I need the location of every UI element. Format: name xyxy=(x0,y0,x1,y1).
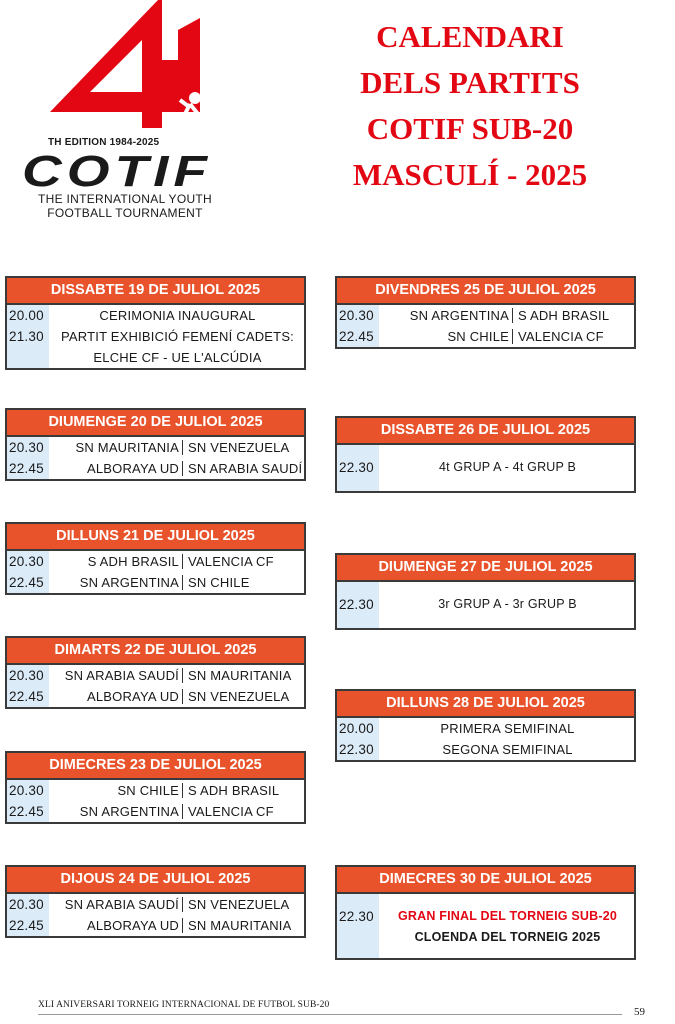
match-time: 22.45 xyxy=(9,804,44,819)
event-label: SEGONA SEMIFINAL xyxy=(442,742,573,757)
day-box-25-july xyxy=(335,276,636,349)
away-team: SN VENEZUELA xyxy=(188,689,290,704)
home-team: SN CHILE xyxy=(447,329,509,344)
home-team: S ADH BRASIL xyxy=(87,554,179,569)
day-header: DISSABTE 26 DE JULIOL 2025 xyxy=(337,418,634,445)
match-time: 20.30 xyxy=(9,668,44,683)
day-header: DIUMENGE 27 DE JULIOL 2025 xyxy=(337,555,634,582)
away-team: VALENCIA CF xyxy=(188,554,274,569)
day-box-27-july xyxy=(335,553,636,630)
match-time: 22.45 xyxy=(9,918,44,933)
match-time: 20.30 xyxy=(9,783,44,798)
away-team: SN ARABIA SAUDÍ xyxy=(188,461,303,476)
event-label: 4t GRUP A - 4t GRUP B xyxy=(438,460,577,474)
away-team: VALENCIA CF xyxy=(518,329,604,344)
day-box-26-july xyxy=(335,416,636,493)
page-title: CALENDARI DELS PARTITS COTIF SUB-20 MASCULÍ - 2025 xyxy=(352,19,588,192)
day-box-22-july xyxy=(5,636,306,709)
away-team: SN CHILE xyxy=(188,575,250,590)
match-time: 22.45 xyxy=(9,461,44,476)
final-label: GRAN FINAL DEL TORNEIG SUB-20 xyxy=(397,909,618,923)
home-team: SN ARGENTINA xyxy=(409,308,509,323)
page-number: 59 xyxy=(634,1006,645,1018)
away-team: VALENCIA CF xyxy=(188,804,274,819)
event-label: PRIMERA SEMIFINAL xyxy=(440,721,575,736)
cotif-logo xyxy=(10,0,240,230)
logo-41-graphic xyxy=(50,0,220,140)
day-header: DIMECRES 30 DE JULIOL 2025 xyxy=(337,867,634,894)
match-time: 20.00 xyxy=(9,308,44,323)
match-time: 20.30 xyxy=(9,554,44,569)
home-team: SN ARABIA SAUDÍ xyxy=(64,897,179,912)
away-team: SN VENEZUELA xyxy=(188,897,290,912)
home-team: SN CHILE xyxy=(117,783,179,798)
match-time: 20.00 xyxy=(339,721,374,736)
event-label: CERIMONIA INAUGURAL xyxy=(99,308,256,323)
event-label: ELCHE CF - UE L'ALCÚDIA xyxy=(93,350,262,365)
match-time: 22.30 xyxy=(339,597,374,612)
match-time: 20.30 xyxy=(339,308,374,323)
away-team: SN MAURITANIA xyxy=(188,668,292,683)
event-label: PARTIT EXHIBICIÓ FEMENÍ CADETS: xyxy=(60,329,294,344)
away-team: SN MAURITANIA xyxy=(188,918,292,933)
day-header: DIMECRES 23 DE JULIOL 2025 xyxy=(7,753,304,780)
match-time: 22.45 xyxy=(9,689,44,704)
day-header: DIMARTS 22 DE JULIOL 2025 xyxy=(7,638,304,665)
logo-brand: COTIF xyxy=(22,147,212,196)
event-label: 3r GRUP A - 3r GRUP B xyxy=(438,597,577,611)
day-box-19-july xyxy=(5,276,306,370)
closing-label: CLOENDA DEL TORNEIG 2025 xyxy=(414,930,601,944)
football-player-icon xyxy=(189,92,201,104)
match-time: 22.30 xyxy=(339,460,374,475)
day-header: DIVENDRES 25 DE JULIOL 2025 xyxy=(337,278,634,305)
logo-tagline: THE INTERNATIONAL YOUTH FOOTBALL TOURNAMENT xyxy=(37,192,213,220)
away-team: S ADH BRASIL xyxy=(518,308,610,323)
home-team: SN ARABIA SAUDÍ xyxy=(64,668,179,683)
day-box-30-july xyxy=(335,865,636,960)
logo-edition: TH EDITION 1984-2025 xyxy=(48,137,160,148)
home-team: SN ARGENTINA xyxy=(79,575,179,590)
match-time: 20.30 xyxy=(9,440,44,455)
day-header: DILLUNS 28 DE JULIOL 2025 xyxy=(337,691,634,718)
day-box-23-july xyxy=(5,751,306,824)
match-time: 22.30 xyxy=(339,909,374,924)
match-time: 22.45 xyxy=(339,329,374,344)
match-time: 22.30 xyxy=(339,742,374,757)
home-team: SN ARGENTINA xyxy=(79,804,179,819)
match-time: 22.45 xyxy=(9,575,44,590)
day-header: DILLUNS 21 DE JULIOL 2025 xyxy=(7,524,304,551)
footer-divider xyxy=(38,1014,622,1015)
match-time: 21.30 xyxy=(9,329,44,344)
match-time: 20.30 xyxy=(9,897,44,912)
away-team: S ADH BRASIL xyxy=(188,783,280,798)
away-team: SN VENEZUELA xyxy=(188,440,290,455)
home-team: ALBORAYA UD xyxy=(86,689,179,704)
day-box-24-july xyxy=(5,865,306,938)
home-team: SN MAURITANIA xyxy=(75,440,179,455)
footer-text: XLI ANIVERSARI TORNEIG INTERNACIONAL DE FUTBOL SUB-20 xyxy=(38,1000,330,1010)
day-box-21-july xyxy=(5,522,306,595)
day-header: DISSABTE 19 DE JULIOL 2025 xyxy=(7,278,304,305)
day-header: DIJOUS 24 DE JULIOL 2025 xyxy=(7,867,304,894)
day-box-28-july xyxy=(335,689,636,762)
home-team: ALBORAYA UD xyxy=(86,461,179,476)
day-box-20-july xyxy=(5,408,306,481)
home-team: ALBORAYA UD xyxy=(86,918,179,933)
day-header: DIUMENGE 20 DE JULIOL 2025 xyxy=(7,410,304,437)
